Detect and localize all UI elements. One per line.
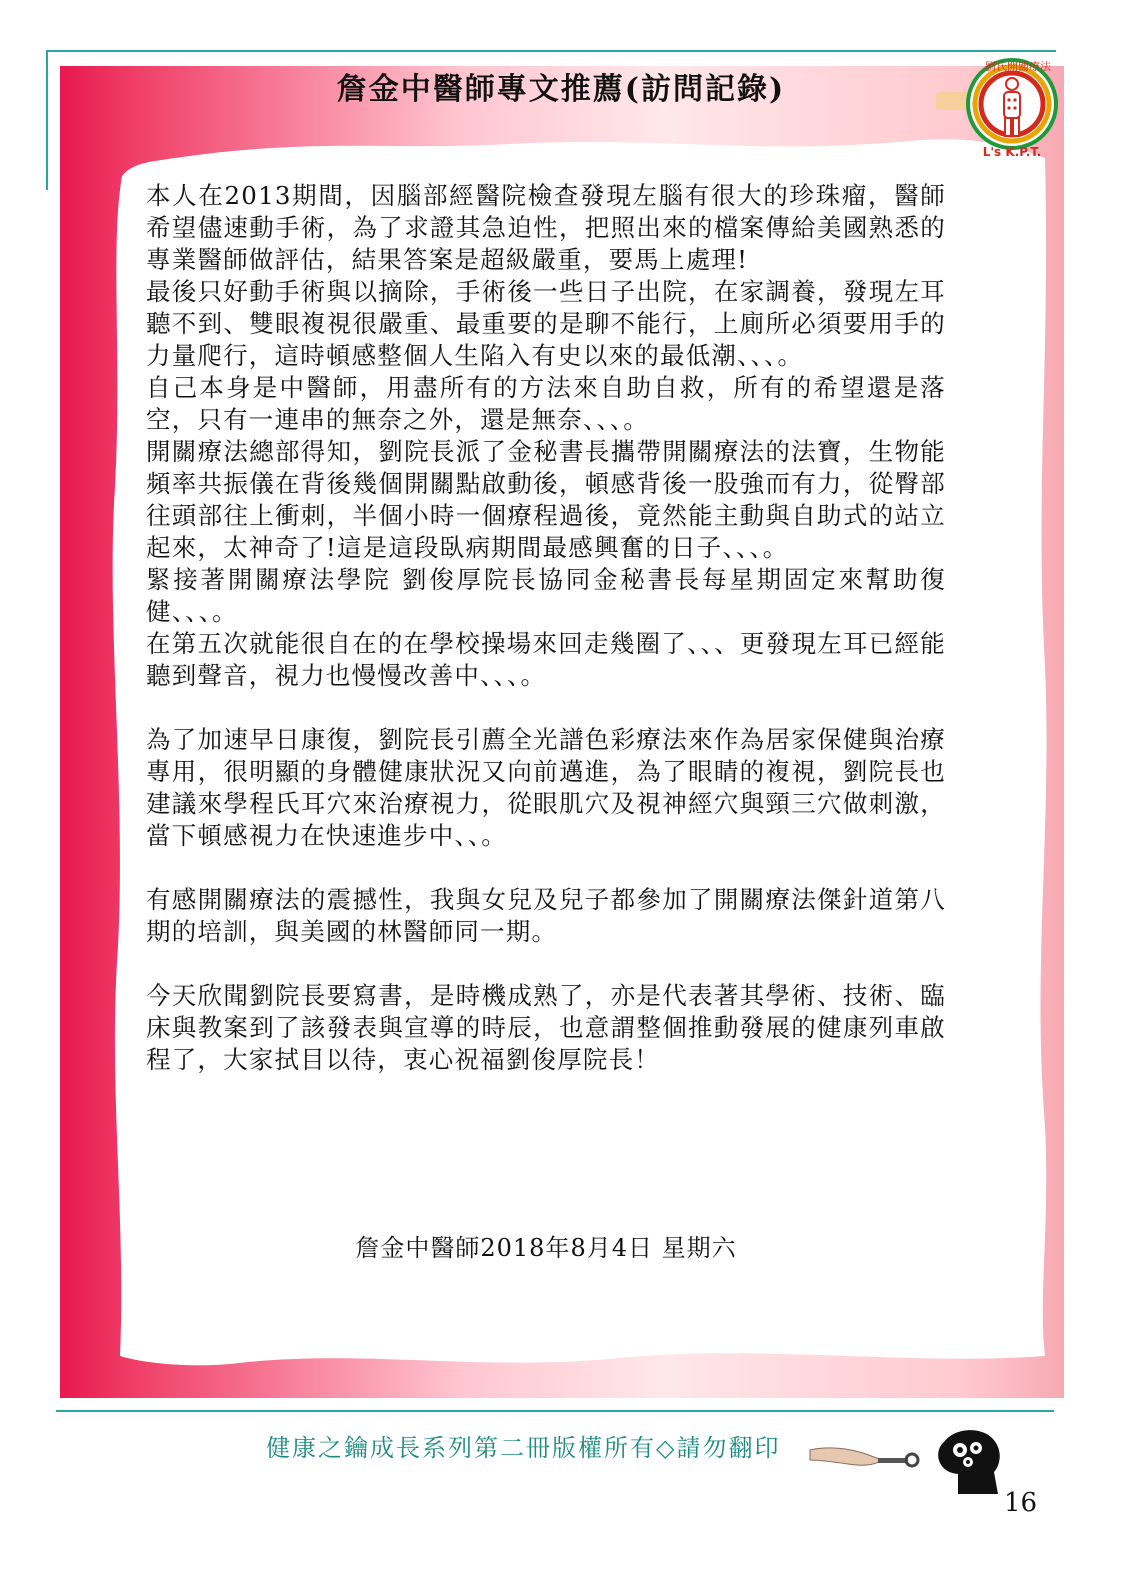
logo-top-text: 劉氏開關療法 [985,60,1051,73]
paragraph: 為了加速早日康復，劉院長引薦全光譜色彩療法來作為居家保健與治療專用，很明顯的身體健康狀況又向前邁進，為了眼睛的複視，劉院長也建議來學程氏耳穴來治療視力，從眼肌穴及視神經穴與頸三穴做刺激，當下頓感視力在快速進步中、、。 [146,725,946,850]
paragraph: 自己本身是中醫師，用盡所有的方法來自助自救，所有的希望還是落空，只有一連串的無奈之外，還是無奈、、、。 [146,373,946,434]
paragraph: 有感開關療法的震撼性，我與女兒及兒子都參加了開關療法傑針道第八期的培訓，與美國的林醫師同一期。 [146,885,946,946]
paragraph: 最後只好動手術與以摘除，手術後一些日子出院，在家調養，發現左耳聽不到、雙眼複視很嚴重、最重要的是聊不能行，上廁所必須要用手的力量爬行，這時頓感整個人生陷入有史以來的最低潮、、、。 [146,277,946,370]
page-number: 16 [1004,1488,1038,1518]
paragraph-spacer [146,692,946,724]
paragraph-spacer [146,948,946,980]
page-title: 詹金中醫師專文推薦(訪問記錄) [336,72,786,107]
hand-key-head-icon [808,1420,1008,1500]
logo-bottom-text: L's K.P.T. [982,145,1042,159]
paragraph: 在第五次就能很自在的在學校操場來回走幾圈了、、、更發現左耳已經能聽到聲音，視力也慢慢改善中、、、。 [146,629,946,690]
kpt-logo-icon [932,52,1062,162]
paragraph-spacer [146,852,946,884]
article-body [146,180,946,1076]
paragraph: 緊接著開關療法學院 劉俊厚院長協同金秘書長每星期固定來幫助復健、、、。 [146,565,946,626]
footer-rule [56,1410,1054,1412]
paragraph: 開關療法總部得知，劉院長派了金秘書長攜帶開關療法的法寶，生物能頻率共振儀在背後幾個開關點啟動後，頓感背後一股強而有力，從臀部往頭部往上衝刺，半個小時一個療程過後，竟然能主動與自助式的站立起來，太神奇了!這是這段臥病期間最感興奮的日子、、、。 [146,437,946,562]
signature-line: 詹金中醫師2018年8月4日 星期六 [355,1234,737,1262]
paragraph: 本人在2013期間，因腦部經醫院檢查發現左腦有很大的珍珠瘤，醫師希望儘速動手術，為了求證其急迫性，把照出來的檔案傳給美國熟悉的專業醫師做評估，結果答案是超級嚴重，要馬上處理! [146,181,946,274]
paragraph: 今天欣聞劉院長要寫書，是時機成熟了，亦是代表著其學術、技術、臨床與教案到了該發表與宣導的時辰，也意謂整個推動發展的健康列車啟程了，大家拭目以待，衷心祝福劉俊厚院長！ [146,981,946,1074]
footer-copyright: 健康之鑰成長系列第二冊版權所有◇請勿翻印 [266,1434,781,1462]
header-rule [46,50,1056,52]
